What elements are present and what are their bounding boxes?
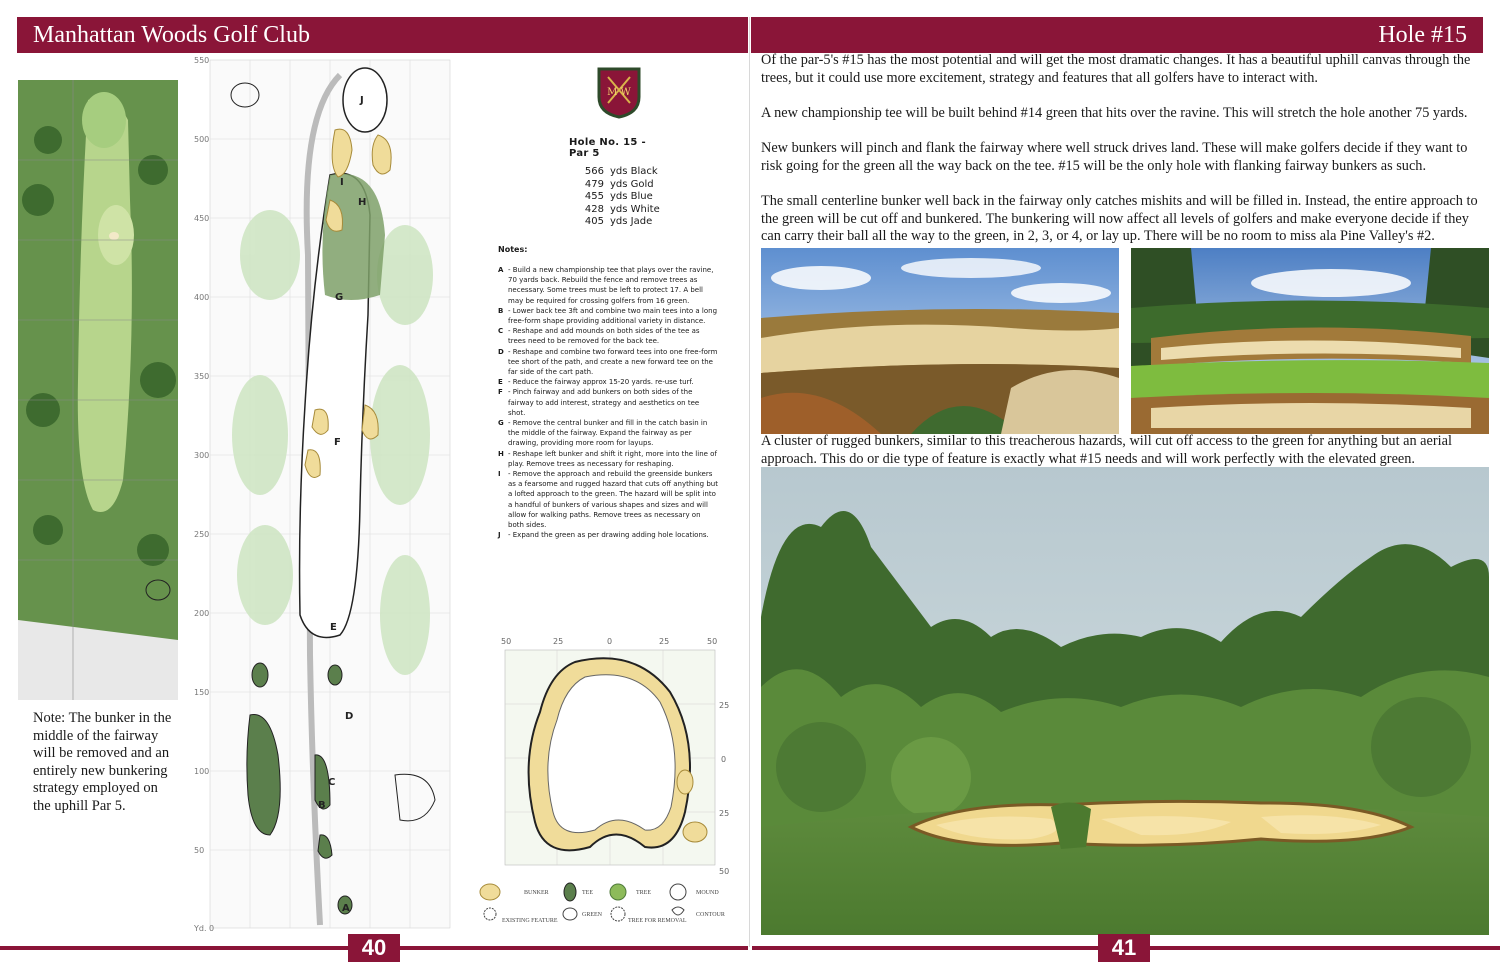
aerial-note: Note: The bunker in the middle of the fairway will be removed and an entirely new bunkering strategy employed on the uphill Par 5. — [33, 710, 172, 814]
header-club-name: Manhattan Woods Golf Club — [17, 17, 748, 53]
page-number-left: 40 — [348, 934, 400, 962]
legend-label: TEE — [582, 890, 593, 896]
green-scale-tick: 25 — [719, 809, 730, 818]
hole-title: Hole No. 15 - Par 5 — [569, 137, 646, 159]
plan-label: J — [360, 95, 364, 106]
bunker-rendering-image — [761, 467, 1489, 935]
note-text: - Pinch fairway and add bunkers on both sides of the fairway to add interest, strategy and aesthetics on tee shot. — [508, 388, 700, 417]
legend-label: GREEN — [582, 912, 602, 918]
paragraph-intro: Of the par-5's #15 has the most potential and will get the most dramatic changes. It has a beautiful uphill canvas through the trees, but it could use more excitement, strategy and features that all golfers have to interact with. — [761, 52, 1471, 86]
plan-label: H — [358, 197, 367, 208]
yd-tick: 400 — [194, 293, 210, 302]
plan-label: G — [335, 292, 344, 303]
note-letter: F — [498, 388, 503, 397]
note-letter: E — [498, 378, 503, 387]
plan-label: B — [318, 800, 326, 811]
green-scale-tick: 0 — [721, 755, 727, 764]
plan-label: F — [334, 437, 341, 448]
yd-tick: 300 — [194, 451, 210, 460]
plan-label: D — [345, 711, 354, 722]
note-letter: A — [498, 266, 504, 274]
yd-tick: Yd. 0 — [194, 924, 215, 933]
plan-label: C — [328, 777, 336, 788]
note-item — [498, 306, 718, 326]
notes-heading: Notes: — [498, 245, 528, 254]
design-notes-list — [498, 265, 718, 540]
note-item — [498, 469, 718, 530]
yd-tick: 500 — [194, 135, 210, 144]
note-text: - Lower back tee 3ft and combine two main tees into a long free-form shape providing additional variety in distance. — [508, 306, 718, 326]
map-legend — [478, 880, 743, 928]
note-text: - Expand the green as per drawing adding hole locations. — [508, 531, 709, 540]
legend-label: BUNKER — [524, 890, 549, 896]
yardage-value: 479 — [584, 178, 604, 190]
yardage-row — [580, 179, 660, 192]
note-text: - Reshape and add mounds on both sides of the tee as trees need to be removed for the back tee. — [508, 327, 700, 346]
legend-label: CONTOUR — [696, 912, 725, 918]
green-detail-drawing — [495, 632, 735, 877]
legend-label: TREE FOR REMOVAL — [628, 918, 687, 924]
yd-tick: 200 — [194, 609, 210, 618]
legend-label: EXISTING FEATURE — [502, 918, 558, 924]
yd-tick: 350 — [194, 372, 210, 381]
note-letter: I — [498, 470, 501, 479]
yardage-row — [580, 166, 660, 179]
note-item — [498, 326, 718, 346]
note-letter: B — [498, 306, 504, 315]
note-item — [498, 449, 718, 469]
green-scale-tick: 25 — [553, 637, 564, 646]
plan-label: A — [342, 903, 350, 914]
note-letter: D — [498, 347, 504, 356]
yardage-value: 405 — [584, 216, 604, 227]
bunker-reference-photo-1 — [761, 248, 1119, 434]
green-scale-tick: 25 — [659, 637, 670, 646]
note-item — [498, 418, 718, 449]
yardage-value: 428 — [584, 203, 604, 215]
note-text: - Reshape and combine two forward tees into one free-form tee short of the path, and create a new forward tee on the far side of the cart path. — [508, 347, 718, 377]
green-scale-tick: 50 — [719, 867, 730, 876]
yardage-row — [580, 204, 660, 217]
yardage-tee: yds Gold — [610, 178, 654, 190]
legend-label: MOUND — [696, 890, 719, 896]
note-text: - Reduce the fairway approx 15-20 yards. re-use turf. — [508, 378, 694, 387]
yardage-value: 455 — [584, 191, 604, 202]
yardage-tee: yds Black — [610, 166, 658, 177]
legend-label: TREE — [636, 890, 651, 896]
yd-tick: 50 — [194, 846, 205, 855]
note-text: - Remove the central bunker and fill in the catch basin in the middle of the fairway. Expand the fairway as per drawing, providing more room for layups. — [508, 419, 708, 448]
yardage-tee: yds White — [610, 203, 660, 215]
paragraph-centerline-bunker: The small centerline bunker well back in the fairway only catches mishits and will be filled in. Instead, the entire approach to the green will be cut off and bunkered. The bunkering will now affect all levels of golfers and make everyone decide if they can carry their ball all the way to the green, in 2, 3, or 4, or lay up. There will be no room to miss ala Pine Valley's #2. — [761, 193, 1478, 245]
hole-plan-drawing — [190, 55, 470, 935]
yardage-tee: yds Jade — [610, 216, 653, 227]
aerial-photo — [18, 80, 178, 700]
yardage-value: 566 — [584, 166, 604, 177]
note-letter: H — [498, 449, 504, 458]
plan-label: I — [340, 177, 344, 188]
green-scale-tick: 50 — [501, 637, 512, 646]
yardage-tee: yds Blue — [610, 191, 653, 202]
page-gutter — [749, 17, 750, 947]
note-item — [498, 347, 718, 378]
yardage-row — [580, 216, 660, 229]
photo-caption: A cluster of rugged bunkers, similar to this treacherous hazards, will cut off access to the green for anything but an aerial approach. This do or die type of feature is exactly what #15 needs and will work perfectly with the elevated green. — [761, 433, 1452, 467]
bunker-reference-photo-2 — [1131, 248, 1489, 434]
note-item — [498, 530, 718, 540]
yd-tick: 250 — [194, 530, 210, 539]
club-crest-logo — [596, 65, 642, 119]
green-scale-tick: 25 — [719, 701, 730, 710]
plan-label: E — [330, 622, 337, 633]
note-item — [498, 387, 718, 418]
page-number-right: 41 — [1098, 934, 1150, 962]
yd-tick: 150 — [194, 688, 210, 697]
note-text: - Build a new championship tee that plays over the ravine, 70 yards back. Rebuild the fence and remove trees as necessary. Some trees must be left to protect 17. A bell may be required for crossing golfers from 16 green. — [508, 266, 714, 305]
paragraph-new-bunkers: New bunkers will pinch and flank the fairway where well struck drives land. These will make golfers decide if they want to risk going for the green all the way back on the tee. #15 will be the only hole with flanking fairway bunkers as such. — [761, 140, 1468, 174]
yardage-row — [580, 191, 660, 204]
green-scale-tick: 0 — [607, 637, 613, 646]
header-hole-label: Hole #15 — [751, 17, 1483, 53]
note-item — [498, 265, 718, 306]
note-item — [498, 377, 718, 387]
green-scale-tick: 50 — [707, 637, 718, 646]
note-letter: C — [498, 327, 504, 336]
paragraph-new-tee: A new championship tee will be built behind #14 green that hits over the ravine. This will stretch the hole another 75 yards. — [761, 105, 1468, 121]
crest-letters: M W — [607, 87, 631, 98]
yardage-table — [580, 166, 660, 229]
note-letter: J — [498, 531, 501, 540]
yd-tick: 100 — [194, 767, 210, 776]
note-letter: G — [498, 419, 504, 428]
yd-tick: 550 — [194, 56, 210, 65]
note-text: - Remove the approach and rebuild the greenside bunkers as a fearsome and rugged hazard that cuts off anything but a lofted approach to the green. The hazard will be split into a handful of bunkers of various shapes and sizes and will allow for walking paths. Remove trees as necessary on both sides. — [508, 470, 718, 530]
note-text: - Reshape left bunker and shift it right, more into the line of play. Remove trees as necessary for reshaping. — [508, 449, 717, 468]
yd-tick: 450 — [194, 214, 210, 223]
